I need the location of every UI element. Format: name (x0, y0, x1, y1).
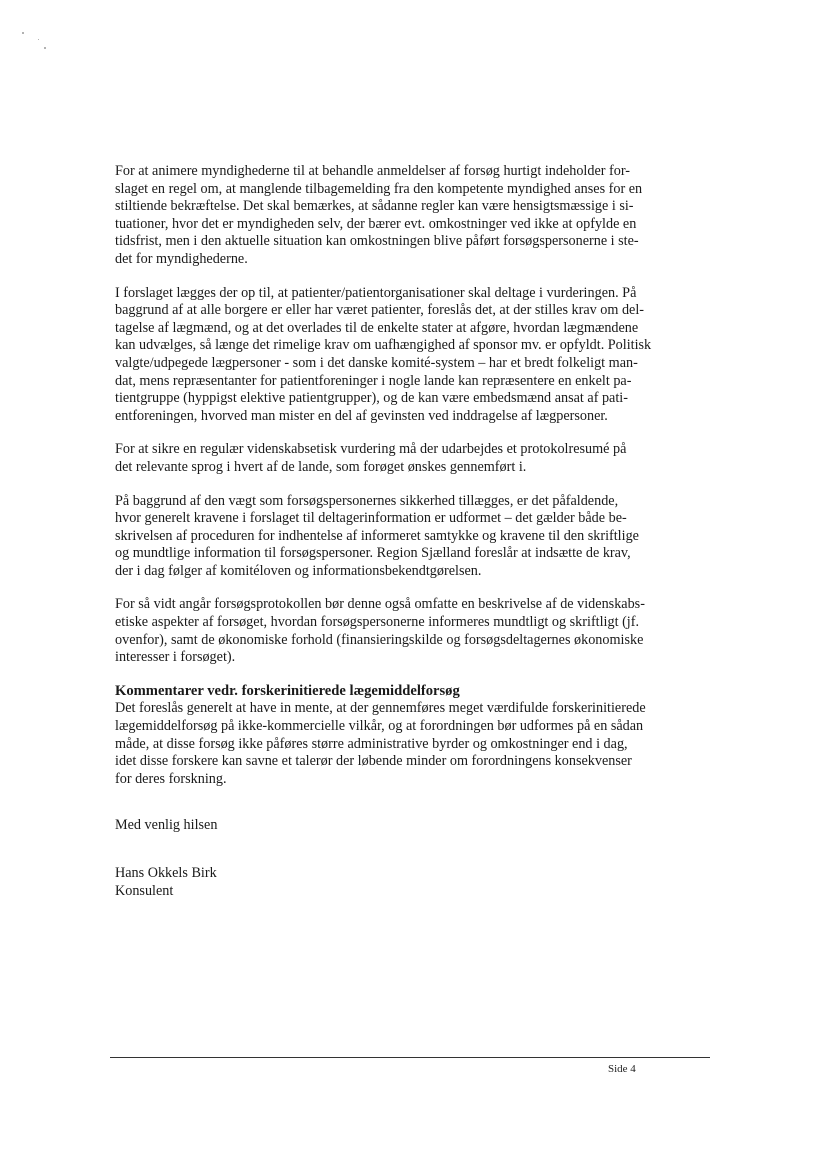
closing-greeting: Med venlig hilsen (115, 817, 218, 834)
signatory-name: Hans Okkels Birk (115, 865, 217, 881)
letter-body (115, 163, 715, 900)
section-body: Det foreslås generelt at have in mente, at der gennemføres meget værdifulde forskerinitierede lægemiddelforsøg på ikke-kommercielle vilkår, og at forordningen bør udformes på en sådan måde, at disse forsøg ikke påføres større administrative byrder og omkostninger end i dag, idet disse forskere kan savne et talerør der løbende minder om forordningens konsekvenser for deres forskning. (115, 700, 646, 787)
scan-speck (22, 32, 24, 34)
page-number: Side 4 (608, 1063, 636, 1075)
scan-speck (38, 39, 39, 40)
paragraph-trial-protocol: For så vidt angår forsøgsprotokollen bør denne også omfatte en beskrivelse af de videnskabs- etiske aspekter af forsøget, hvordan forsøgspersonerne informeres mundtligt og skriftligt (jf. ovenfor), samt de økonomiske forhold (finansieringskilde og forsøgsdeltagernes økonomiske interesser i forsøget). (115, 596, 645, 666)
section-heading: Kommentarer vedr. forskerinitierede lægemiddelforsøg (115, 682, 460, 699)
signatory-title: Konsulent (115, 882, 174, 899)
signature-block (115, 865, 715, 900)
paragraph-protocol-summary: For at sikre en regulær videnskabsetisk vurdering må der udarbejdes et protokolresumé på det relevante sprog i hvert af de lande, som forøget ønskes gennemført i. (115, 441, 627, 475)
footer-rule (110, 1057, 710, 1058)
section-investigator-initiated (115, 683, 715, 789)
paragraph-tacit-approval: For at animere myndighederne til at behandle anmeldelser af forsøg hurtigt indeholder for- slaget en regel om, at manglende tilbagemelding fra den kompetente myndighed anses for en stiltiende bekræftelse. Det skal bemærkes, at sådanne regler kan være hensigtsmæssige i si- tuationer, hvor det er myndigheden selv, der bærer evt. omkostninger ved ikke at opfylde en tidsfrist, men i den aktuelle situation kan omkostningen blive påført forsøgspersonerne i ste- det for myndighederne. (115, 163, 643, 267)
paragraph-participant-information: På baggrund af den vægt som forsøgspersonernes sikkerhed tillægges, er det påfaldende, hvor generelt kravene i forslaget til deltagerinformation er udformet – det gælder både be- skrivelsen af proceduren for indhentelse af informeret samtykke og kravene til den skriftlige og mundtlige information til forsøgspersoner. Region Sjælland foreslår at indsætte de krav, der i dag følger af komitéloven og informationsbekendtgørelsen. (115, 492, 639, 579)
scan-speck (44, 47, 46, 49)
paragraph-lay-participation: I forslaget lægges der op til, at patienter/patientorganisationer skal deltage i vurderingen. På baggrund af at alle borgere er eller har været patienter, foreslås det, at der stilles krav om del- tagelse af lægmænd, og at det overlades til de enkelte stater at afgøre, hvordan lægmændene kan udvælges, så længe det rimelige krav om uafhængighed af sponsor mv. er opfyldt. Politisk valgte/udpegede lægpersoner - som i det danske komité-system – har et bredt folkeligt man- dat, mens repræsentanter for patientforeninger i nogle lande kan repræsentere en enkelt pa- tientgruppe (hyppigst elektive patientgrupper), og de kan være embedsmænd ansat af pati- entforeningen, hvorved man mister en del af gevinsten ved inddragelse af lægpersoner. (115, 284, 652, 424)
